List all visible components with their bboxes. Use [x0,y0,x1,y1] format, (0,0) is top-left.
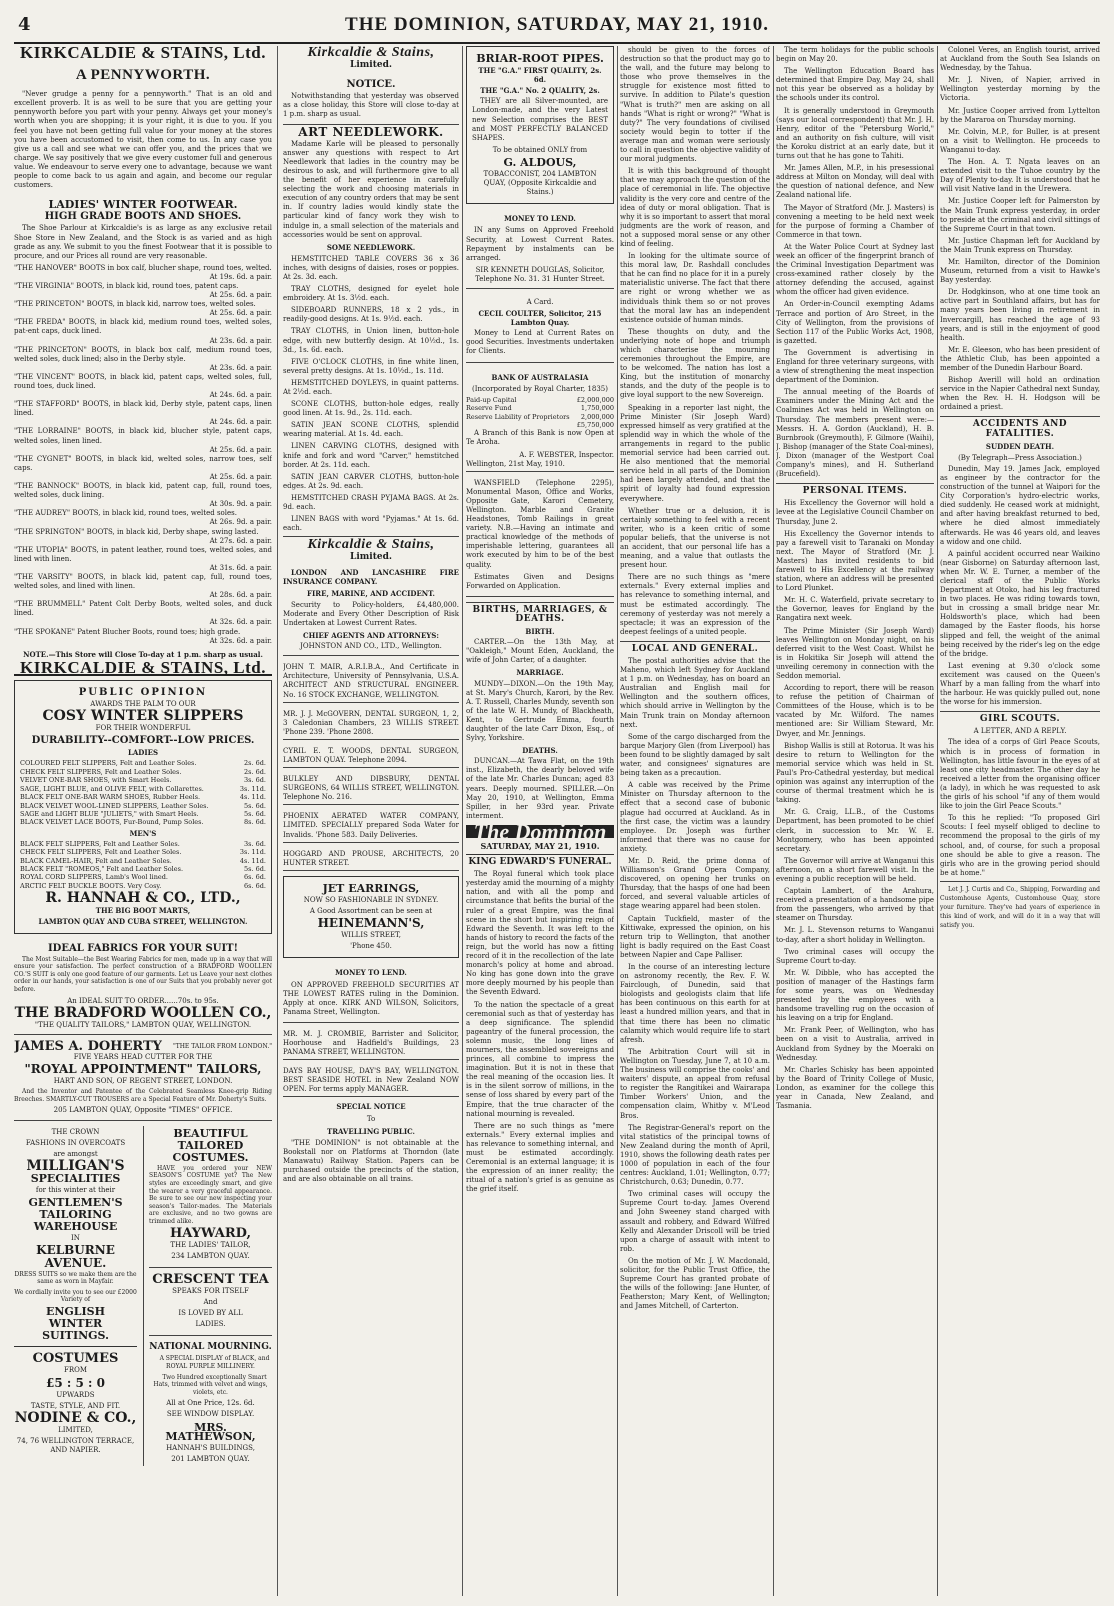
news-item: Dunedin, May 19. James Jack, employed as engineer by the contractor for the construction of the tunnel at Waipori for the City Corporation's hydro-electric works, died suddenly. He ceased work at midnight, and after having breakfast returned to bed, where he died almost immediately afterwards. He was 46 years old, and leaves a widow and one child. [940,464,1100,546]
coulter-card: A Card. CECIL COULTER, Solicitor, 215 Lambton Quay. Money to Lend at Current Rates on good Securities. Investments undertaken for Clients. [466,294,614,363]
news-item: The postal authorities advise that the Maheno, which left Sydney for Auckland at 1 p.m. on Wednesday, has on board an Australian and English mail for Wellington and the southern offices, which should arrive in Wellington by the Main Trunk train on Monday afternoon next. [620,657,770,729]
personal-items-title: PERSONAL ITEMS. [776,483,934,496]
news-item: Captain Tuckfield, master of the Kittiwake, expressed the opinion, on his return trip to Wellington, that another light is badly required on the East Coast between Napier and Cape Palliser. [620,914,770,959]
list-item: VELVET ONE-BAR SHOES, with Smart Heels. 3s. 6d. [20,776,266,785]
pennyworth-body: "Never grudge a penny for a pennyworth." That is an old and excellent proverb. It is as well to be sure that you are getting your pennyworth before you part with your penny. Always get your money's worth when you are shopping; it is your right, it is due to you. If you feel you have not been getting full value for your money at the stores you have been accustomed to visit, then come to us. In any case you give us a call and see what we can offer you, and the prices that we charge. We say positively that we give every customer full and generous value. We endeavour to serve every one to advantage, because we want people to come back to us again and again, and become our regular customers. [14,90,272,190]
news-item: The term holidays for the public schools begin on May 20. [776,46,934,64]
money-advert: MONEY TO LEND. ON APPROVED FREEHOLD SECURITIES AT THE LOWEST RATES ruling in the Dominion. Apply at once. KIRK AND WILSON, Solicitors, Panama Street, Wellington. [283,963,459,1022]
list-item: TRAY CLOTHS, designed for eyelet hole embroidery. At 1s. 3½d. each. [283,285,459,303]
list-item: "THE CYGNET" BOOTS, in black kid, welted soles, narrow toes, self caps. At 25s. 6d. a pair. [14,454,272,481]
bradford-advert: IDEAL FABRICS FOR YOUR SUIT! The Most Suitable—the Best Wearing Fabrics for men, made up in a way that will ensure your satisfaction. The perfect construction of a BRADFORD WOOLLEN CO.'S SUIT is only one good feature of our garments. Let us Leave your next clothes order in our hands, your satisfaction is one of our Suits that you probably never got before. An IDEAL SUIT TO ORDER......70s. to 95s. THE BRADFORD WOOLLEN CO., "THE QUALITY TAILORS," LAMBTON QUAY, WELLINGTON. [14,939,272,1035]
list-item: "THE HANOVER" BOOTS in box calf, blucher shape, round toes, welted. At 19s. 6d. a pair. [14,263,272,281]
list-item: SIDEBOARD RUNNERS, 18 x 2 yds., in readily-good designs. At 1s. 9½d. each. [283,306,459,324]
list-item: "THE VINCENT" BOOTS, in black kid, patent caps, welted soles, full, round toes, duck lined. At 24s. 6d. a pair. [14,372,272,400]
lower-adverts [14,1126,272,1466]
list-item: CHECK FELT SLIPPERS, Felt and Leather Soles. 2s. 6d. [20,767,266,776]
news-item: Dr. Hodgkinson, who at one time took an active part in Southland affairs, but has for many years been living in retirement in Invercargill, has reached the age of 93 years, and is still in the enjoyment of good health. [940,288,1100,342]
article-paragraph: should be given to the forces of destruction so that the product may go to the wall, and the future may belong to those who prove themselves in the struggle for existence most fitted to survive. In addition to Pilate's question "What is truth?" men are asking on all hands "What is right or wrong?" "What is duty?" The very foundations of civilised society would begin to totter if the average man and woman were seriously to call in question the objective validity of our moral judgments. [620,46,770,164]
news-item: The Governor will arrive at Wanganui this afternoon, on a short farewell visit. In the evening a public reception will be held. [776,856,934,883]
money-advert: MONEY TO LEND. IN any Sums on Approved Freehold Security, at Lowest Current Rates. Repayment by instalments can be arranged. SIR KENNETH DOUGLAS, Solicitor, Telephone No. 31. 31 Hunter Street. [466,209,614,289]
business-card: MR. J. J. McGOVERN, DENTAL SURGEON, 1, 2, 3 Caledonian Chambers, 23 WILLIS STREET. 'Phone 239. 'Phone 2808. [283,708,459,740]
news-item: The idea of a corps of Girl Peace Scouts, which is in process of formation in Wellington, has little favour in the eyes of at least one city headmaster. The other day he received a letter from the organising officer (a lady), in which he was requested to ask the girls of his school "if any of them would like to join the Girl Peace Scouts." [940,738,1100,811]
news-item: A cable was received by the Prime Minister on Thursday afternoon to the effect that a second case of bubonic plague had occurred at Auckland. As in the first case, the victim was a laundry employee. Dr. Joseph was further informed that there was no cause for anxiety. [620,781,770,853]
list-item: LINEN CARVING CLOTHS, designed with knife and fork and word "Carver," hemstitched border. At 2s. 11d. each. [283,442,459,469]
news-item: Bishop Wallis is still at Rotorua. It was his desire to return to Wellington for the memorial service which was held in St. Paul's Pro-Cathedral yesterday, but medical opinion was against any interruption of the course of thermal treatment which he is taking. [776,741,934,805]
notice-title: NOTICE. [346,79,396,91]
news-item: Colonel Veres, an English tourist, arrived at Auckland from the South Sea Islands on Wednesday, by the Tahua. [940,46,1100,73]
page-number: 4 [18,14,31,35]
doherty-advert: JAMES A. DOHERTY "THE TAILOR FROM LONDON." FIVE YEARS HEAD CUTTER FOR THE "ROYAL APPOINTMENT" TAILORS, HART AND SON, OF REGENT STREET, LONDON. And the Inventor and Patentee of the Celebrated Seamless Knee-grip Riding Breeches. SMARTLY-CUT TROUSERS are a Special Feature of Mr. Doherty's Suits. 205 LAMBTON QUAY, Opposite "TIMES" OFFICE. [14,1040,272,1121]
news-item: Mr. James Allen, M.P., in his presessional address at Milton on Monday, will deal with the question of national defence, and New Zealand national life. [776,164,934,200]
list-item: BLACK FELT "ROMEOS," Felt and Leather Soles. 5s. 6d. [20,865,266,874]
list-item: BLACK VELVET WOOL-LINED SLIPPERS, Leather Soles. 5s. 6d. [20,801,266,810]
list-item: "THE BANNOCK" BOOTS, in black kid, patent cap, full, round toes, welted soles, duck lining. At 30s. 9d. a pair. [14,482,272,509]
column-2: Kirkcaldie & Stains, Limited. NOTICE. Notwithstanding that yesterday was observed as a close holiday, this Store will close to-day at 1 p.m. sharp as usual. ART NEEDLEWORK. Madame Karle will be pleased to personally answer any questions with respect to Art Needlework that ladies in the country may be desirous to ask, and will furthermore give to all the benefit of her experience in carefully selecting the work and choosing materials in execution of any country orders that may be sent in. If country ladies would kindly state the particular kind of fancy work they wish to indulge in, a small selection of the materials and accessories would be sent on approval. SOME NEEDLEWORK. HEMSTITCHED TABLE COVERS 36 x 36 inches, with designs of daisies, roses or poppies. At 2s. 3d. each. TRAY CLOTHS, designed for eyelet hole embroidery. At 1s. 3½d. each. SIDEBOARD RUNNERS, 18 x 2 yds., in readily-good designs. At 1s. 9½d. each. TRAY CLOTHS, in Union linen, button-hole edge, with new butterfly design. At 10½d., 1s. 3d., 1s. 6d. each. FIVE O'CLOCK CLOTHS, in fine white linen, several pretty designs. At 1s. 10½d., 1s. 11d. HEMSTITCHED DOYLEYS, in quaint patterns. At 2½d. each. SCONE CLOTHS, button-hole edges, really good linen. At 1s. 9d., 2s. 11d. each. SATIN JEAN SCONE CLOTHS, splendid wearing material. At 1s. 4d. each. LINEN CARVING CLOTHS, designed with knife and fork and word "Carver," hemstitched border. At 2s. 11d. each. SATIN JEAN CARVER CLOTHS, button-hole edges. At 2s. 9d. each. HEMSTITCHED CRASH PYJAMA BAGS. At 2s. 9d. each. LINEN BAGS with word "Pyjamas." At 1s. 6d. each. Kirkcaldie & Stains, Limited. LONDON AND LANCASHIRE FIRE INSURANCE COMPANY. FIRE, MARINE, AND ACCIDENT. Security to Policy-holders, £4,480,000. Moderate and Every Other Description of Risk Undertaken at Lowest Current Rates. CHIEF AGENTS AND ATTORNEYS: JOHNSTON AND CO., LTD., Wellington. JOHN T. MAIR, A.R.I.B.A., And Certificate in Architecture, University of Pennsylvania, U.S.A. ARCHITECT AND STRUCTURAL ENGINEER. No. 16 STOCK EXCHANGE, WELLINGTON. MR. J. J. McGOVERN, DENTAL SURGEON, 1, 2, 3 Caledonian Chambers, 23 WILLIS STREET. 'Phone 239. 'Phone 2808. CYRIL E. T. WOODS, DENTAL SURGEON, LAMBTON QUAY. Telephone 2094. BULKLEY AND DIBSBURY, DENTAL SURGEONS, 64 WILLIS STREET, WELLINGTON. Telephone No. 216. PHOENIX AERATED WATER COMPANY, LIMITED. SPECIALLY prepared Soda Water for Invalids. 'Phone 583. Daily Deliveries. HOGGARD AND PROUSE, ARCHITECTS, 20 HUNTER STREET. JET EARRINGS, NOW SO FASHIONABLE IN SYDNEY. A Good Assortment can be seen at HEINEMANN'S, WILLIS STREET, 'Phone 450. MONEY TO LEND. ON APPROVED FREEHOLD SECURITIES AT THE LOWEST RATES ruling in the Dominion. Apply at once. KIRK AND WILSON, Solicitors, Panama Street, Wellington. MR. M. J. CROMBIE, Barrister and Solicitor, Hoorhouse and Hadfield's Buildings, 23 PANAMA STREET, WELLINGTON. DAYS BAY HOUSE, DAY'S BAY, WELLINGTON. BEST SEASIDE HOTEL in New Zealand NOW OPEN. For terms apply MANAGER. SPECIAL NOTICE To TRAVELLING PUBLIC. "THE DOMINION" is not obtainable at the Bookstall nor on Platforms at Thorndon (late Manawatu) Railway Station. Papers can be purchased outside the precincts of the station, and are also obtainable on all trains. [283,46,459,1184]
news-item: A painful accident occurred near Waikino (near Gisborne) on Saturday afternoon last, when Mr. W. E. Turner, a member of the clerical staff of the Public Works Department at Otoko, had his leg fractured in two places. He was riding towards town, but in crossing a small bridge near Mr. Holdsworth's place, which had been damaged by the Easter floods, his horse slipped and fell, the weight of the animal being received by the rider's leg on the edge of the bridge. [940,549,1100,658]
list-item: BLACK FELT SLIPPERS, Felt and Leather Soles. 3s. 6d. [20,839,266,848]
accidents-title: ACCIDENTS AND FATALITIES. [940,416,1100,438]
list-item: HEMSTITCHED TABLE COVERS 36 x 36 inches, with designs of daisies, roses or poppies. At 2s. 3d. each. [283,254,459,281]
article-paragraph: There are no such things as "mere externals." Every external implies and has relevance to something internal, and must be estimated accordingly. Ceremonial is an external language; it is the expression of an inner reality; the ritual of a nation's grief is as genuine as the grief itself. [466,1121,614,1194]
list-item: SATIN JEAN CARVER CLOTHS, button-hole edges. At 2s. 9d. each. [283,472,459,490]
column-6: Colonel Veres, an English tourist, arrived at Auckland from the South Sea Islands on Wednesday, by the Tahua. Mr. J. Niven, of Napier, arrived in Wellington yesterday morning by the Victoria. Mr. Justice Cooper arrived from Lyttelton by the Mararoa on Thursday morning. Mr. Colvin, M.P., for Buller, is at present on a visit to Wellington. He proceeds to Wanganui to-day. The Hon. A. T. Ngata leaves on an extended visit to the Tuhoe country by the Day of Plenty to-day. It is understood that he will visit Native land in the Urewera. Mr. Justice Cooper left for Palmerston by the Main Trunk express yesterday, in order to preside at the criminal and civil sittings of the Supreme Court in that town. Mr. Justice Chapman left for Auckland by the Main Trunk express on Thursday. Mr. Hamilton, director of the Dominion Museum, returned from a visit to Hawke's Bay yesterday. Dr. Hodgkinson, who at one time took an active part in Southland affairs, but has for many years been living in retirement in Invercargill, has reached the age of 93 years, and is still in the enjoyment of good health. Mr. E. Gleeson, who has been president of the Athletic Club, has been appointed a member of the Dunedin Harbour Board. Bishop Averill will hold an ordination service in the Napier Cathedral next Sunday, when the Rev. H. H. Hodgson will be ordained a priest. ACCIDENTS AND FATALITIES. SUDDEN DEATH. (By Telegraph—Press Association.) Dunedin, May 19. James Jack, employed as engineer by the contractor for the construction of the tunnel at Waipori for the City Corporation's hydro-electric works, died suddenly. He ceased work at midnight, and after having breakfast returned to bed, where he died almost immediately afterwards. He was 46 years old, and leaves a widow and one child. A painful accident occurred near Waikino (near Gisborne) on Saturday afternoon last, when Mr. W. E. Turner, a member of the clerical staff of the Public Works Department at Otoko, had his leg fractured in two places. He was riding towards town, but in crossing a small bridge near Mr. Holdsworth's place, which had been damaged by the Easter floods, his horse slipped and fell, the weight of the animal being received by the rider's leg on the edge of the bridge. Last evening at 9.30 o'clock some excitement was caused on the Queen's Wharf by a man falling from the wharf into the harbour. He was quickly pulled out, none the worse for his immersion. GIRL SCOUTS. A LETTER, AND A REPLY. The idea of a corps of Girl Peace Scouts, which is in process of formation in Wellington, has little favour in the eyes of at least one city headmaster. The other day he received a letter from the organising officer (a lady), in which he was requested to ask the girls of his school "if any of them would like to join the Girl Peace Scouts." To this he replied: "To proposed Girl Scouts: I feel myself obliged to decline to recommend the proposal to the girls of my school, and, of course, for such a proposal one should be able to give a reason. The girls who are in the growing period should be at home." Let J. J. Curtis and Co., Shipping, Forwarding and Customhouse Agents, Customhouse Quay, store your furniture. They've had years of experience in this kind of work, and will do it in a way that will satisfy you. [940,46,1100,930]
bmd-title: BIRTHS, MARRIAGES, & DEATHS. [466,602,614,624]
news-item: At the Water Police Court at Sydney last week an officer of the fingerprint branch of the Criminal Investigation Department was cross-examined rather closely by the attorney defending the accused, against whom the officer had given evidence. [776,242,934,297]
mason-advert: WANSFIELD (Telephone 2295), Monumental Mason, Office and Works, Opposite Gate, Karori Cemetery, Wellington. Marble and Granite Headstones, Tomb Railings in great variety. N.B.—Having an intimate and practical knowledge of the methods of imperishable lettering, guarantees all work executed by him to be of the best quality. Estimates Given and Designs Forwarded on Application. [466,477,614,597]
news-item: The Prime Minister (Sir Joseph Ward) leaves Wellington on Monday night, on his deferred visit to the West Coast. Whilst he is in Hokitika Sir Joseph will attend the unveiling ceremony in connection with the Seddon memorial. [776,626,934,680]
art-needlework-title: ART NEEDLEWORK. [283,124,459,137]
news-item: Mr. D. Reid, the prime donna of Williamson's Grand Opera Company, discovered, on opening her trunks on Thursday, that the hasps of one had been forced, and several valuable articles of stage wearing apparel had been stolen. [620,856,770,911]
news-item: It is generally understood in Greymouth (says our local correspondent) that Mr. J. H. Henry, editor of the "Petersburg World," and an authority on fish culture, will visit the Koroku district at an early date, but it turns out that he has gone to Tahiti. [776,106,934,161]
list-item: "THE BRUMMELL" Patent Colt Derby Boots, welted soles, and duck lined. At 32s. 6d. a pair. [14,600,272,627]
slipper-advert: PUBLIC OPINION AWARDS THE PALM TO OUR COSY WINTER SLIPPERS FOR THEIR WONDERFUL DURABILITY--COMFORT--LOW PRICES. LADIES COLOURED FELT SLIPPERS, Felt and Leather Soles. 2s. 6d. CHECK FELT SLIPPERS, Felt and Leather Soles. 2s. 6d. VELVET ONE-BAR SHOES, with Smart Heels. 3s. 6d. SAGE, LIGHT BLUE, and OLIVE FELT, with Collarettes. 3s. 11d. BLACK FELT ONE-BAR WARM SHOES, Rubber Heels. 4s. 11d. BLACK VELVET WOOL-LINED SLIPPERS, Leather Soles. 5s. 6d. SAGE and LIGHT BLUE "JULIETS," with Smart Heels. 5s. 6d. BLACK VELVET LACE BOOTS, Fur-Bound, Pump Soles. 8s. 6d. MEN'S BLACK FELT SLIPPERS, Felt and Leather Soles. 3s. 6d. CHECK FELT SLIPPERS, Felt and Leather Soles. 3s. 11d. BLACK CAMEL-HAIR, Felt and Leather Soles. 4s. 11d. BLACK FELT "ROMEOS," Felt and Leather Soles. 5s. 6d. ROYAL CORD SLIPPERS, Lamb's Wool lined. 6s. 6d. ARCTIC FELT BUCKLE BOOTS. Very Cosy. 6s. 6d. R. HANNAH & CO., LTD., THE BIG BOOT MARTS, LAMBTON QUAY AND CUBA STREET, WELLINGTON. [14,680,272,934]
news-item: Mr. Frank Peer, of Wellington, who has been on a visit to Australia, arrived in Auckland from Sydney by the Moeraki on Wednesday. [776,1026,934,1062]
column-rule [773,46,774,1596]
news-item: Mr. Colvin, M.P., for Buller, is at present on a visit to Wellington. He proceeds to Wanganui to-day. [940,127,1100,154]
dominion-logo: The Dominion [466,825,614,838]
column-4 [620,46,770,1596]
editorial-dateline: SATURDAY, MAY 21, 1910. [466,842,614,855]
kirkcaldie-heading: Kirkcaldie & Stains, [283,536,459,549]
list-item: "THE VARSITY" BOOTS, in black kid, patent cap, full, round toes, welted soles, and lined with linen. At 28s. 6d. a pair. [14,572,272,600]
news-item: According to report, there will be reason to refuse the petition of Chairman of Committees of the House, which is to be vacated by Mr. Wilford. The names mentioned are: Sir William Steward, Mr. Dwyer, and Mr. Jennings. [776,684,934,738]
funeral-title: KING EDWARD'S FUNERAL. [468,857,612,868]
column-1 [14,46,272,1596]
list-item: LINEN BAGS with word "Pyjamas." At 1s. 6d. each. [283,515,459,533]
article-paragraph: Speaking in a reporter last night, the Prime Minister (Sir Joseph Ward) expressed himself as very gratified at the splendid way in which the whole of the arrangements in regard to the public memorial service had been carried out. He also mentioned that the memorial service held in all parts of the Dominion had been largely attended, and that the spirit of loyalty had found expression everywhere. [620,403,770,503]
news-item: Two criminal cases will occupy the Supreme Court to-day. [776,947,934,965]
birth-notice: CARTER.—On the 13th May, at "Oakleigh," Mount Eden, Auckland, the wife of John Carter, of a daughter. [466,638,614,665]
kirkcaldie-heading: KIRKCALDIE & STAINS, Ltd. [20,46,266,62]
sudden-death-title: SUDDEN DEATH. [985,441,1055,451]
article-paragraph: The Royal funeral which took place yesterday amid the mourning of a mighty nation, and with all the pomp and circumstance that befits the burial of the ruler of a great Empire, was the final scene in the short but inspiring reign of Edward the Seventh. It was left to the hands of history to record the facts of the reign, but the world has now a fitting record of it in the recollection of the late monarch's policy at home and abroad. No king has gone down into the grave more deeply mourned by his people than the Seventh Edward. [466,870,614,997]
news-item: Mr. Justice Cooper arrived from Lyttelton by the Mararoa on Thursday morning. [940,106,1100,124]
death-notice: DUNCAN.—At Tawa Flat, on the 19th inst., Elizabeth, the dearly beloved wife of the late Mr. Charles Duncan; aged 83 years. Deeply mourned. SPILLER.—On May 20, 1910, at Wellington, Emma Spiller, in her 93rd year. Private interment. [466,757,614,820]
briar-pipes-advert: BRIAR-ROOT PIPES. THE "G.A." FIRST QUALITY, 2s. 6d. THE "G.A." No. 2 QUALITY, 2s. THEY are all Silver-mounted, are London-made, and the very Latest new Selection comprises the BEST and MOST PERFECTLY BALANCED SHAPES. To be obtained ONLY from G. ALDOUS, TOBACCONIST, 204 LAMBTON QUAY, (Opposite Kirkcaldie and Stains.) [466,46,614,204]
mourning-advert: NATIONAL MOURNING. A SPECIAL DISPLAY of BLACK, and ROYAL PURPLE MILLINERY. Two Hundred exceptionally Smart Hats, trimmed with velvet and wings, violets, etc. All at One Price, 12s. 6d. SEE WINDOW DISPLAY. MRS. MATHEWSON, HANNAH'S BUILDINGS, 201 LAMBTON QUAY. [149,1342,272,1463]
milligan-advert: THE CROWN FASHIONS IN OVERCOATS are amongst MILLIGAN'S SPECIALITIES for this winter at their GENTLEMEN'S TAILORING WAREHOUSE IN KELBURNE AVENUE. DRESS SUITS so we make them are the same as worn in Mayfair. We cordially invite you to see our £2000 Variety of ENGLISH WINTER SUITINGS. COSTUMES FROM £5 : 5 : 0 UPWARDS TASTE, STYLE, AND FIT. NODINE & CO., LIMITED, 74, 76 WELLINGTON TERRACE, AND NAPIER. [14,1127,137,1455]
news-item: The Registrar-General's report on the vital statistics of the principal towns of New Zealand during the month of April, 1910, shows the following death rates per 1000 of population in each of the four centres: Auckland, 1.01; Wellington, 0.77; Christchurch, 0.63; Dunedin, 0.77. [620,1123,770,1187]
girl-scouts-title: GIRL SCOUTS. [940,711,1100,724]
list-item: ROYAL CORD SLIPPERS, Lamb's Wool lined. 6s. 6d. [20,873,266,882]
list-item: FIVE O'CLOCK CLOTHS, in fine white linen, several pretty designs. At 1s. 10½d., 1s. 11d. [283,357,459,375]
list-item: "THE VIRGINIA" BOOTS, in black kid, round toes, patent caps. At 25s. 6d. a pair. [14,281,272,300]
shipping-notice: Let J. J. Curtis and Co., Shipping, Forwarding and Customhouse Agents, Customhouse Quay, store your furniture. They've had years of experience in this kind of work, and will do it in a way that will satisfy you. [940,881,1100,930]
pennyworth-title: A PENNYWORTH. [75,67,211,84]
shoe-list [14,264,272,646]
column-rule [277,46,278,1596]
marriage-notice: MUNDY—DIXON.—On the 19th May, at St. Mary's Church, Karori, by the Rev. A. T. Russell, Charles Mundy, seventh son of the late W. H. Mundy, of Blackheath, Kent, to Gertrude Emma, fourth daughter of the late Carr Dixon, Esq., of Sylvy, Yorkshire. [466,679,614,743]
news-item: Last evening at 9.30 o'clock some excitement was caused on the Queen's Wharf by a man falling from the wharf into the harbour. He was quickly pulled out, none the worse for his immersion. [940,661,1100,707]
business-card: CYRIL E. T. WOODS, DENTAL SURGEON, LAMBTON QUAY. Telephone 2094. [283,745,459,768]
local-general-title: LOCAL AND GENERAL. [620,641,770,654]
table-row: Reserve Liability of Proprietors 2,000,000 [466,412,614,421]
news-item: Mr. J. L. Stevenson returns to Wanganui to-day, after a short holiday in Wellington. [776,926,934,944]
list-item: "THE LORRAINE" BOOTS, in black kid, blucher style, patent caps, welted soles, linen lined. At 25s. 6d. a pair. [14,427,272,454]
list-item: SATIN JEAN SCONE CLOTHS, splendid wearing material. At 1s. 4d. each. [283,421,459,439]
list-item: TRAY CLOTHS, in Union linen, button-hole edge, with new butterfly design. At 10½d., 1s. 3d., 1s. 6d. each. [283,327,459,354]
column-rule [937,46,938,1596]
news-item: An Order-in-Council exempting Adams Terrace and portion of Aro Street, in the City of Wellington, from the provisions of Section 117 of the Public Works Act, 1908, is gazetted. [776,300,934,345]
news-item: On the motion of Mr. J. W. Macdonald, solicitor, for the Public Trust Office, the Supreme Court has granted probate of the wills of the following: Jane Hunter, of Featherston; Mary Kent, of Wellington; and James Mitchell, of Carterton. [620,1256,770,1311]
news-item: The Government is advertising in England for three veterinary surgeons, with a view of strengthening the meat inspection department of the Dominion. [776,348,934,385]
news-item: Mr. J. Niven, of Napier, arrived in Wellington yesterday morning by the Victoria. [940,76,1100,103]
list-item: SAGE, LIGHT BLUE, and OLIVE FELT, with Collarettes. 3s. 11d. [20,784,266,793]
list-item: CHECK FELT SLIPPERS, Felt and Leather Soles. 3s. 11d. [20,848,266,857]
business-card: PHOENIX AERATED WATER COMPANY, LIMITED. SPECIALLY prepared Soda Water for Invalids. 'Phone 583. Daily Deliveries. [283,810,459,842]
crescent-tea-advert: CRESCENT TEA SPEAKS FOR ITSELF And IS LOVED BY ALL LADIES. [149,1268,272,1336]
column-3: BRIAR-ROOT PIPES. THE "G.A." FIRST QUALITY, 2s. 6d. THE "G.A." No. 2 QUALITY, 2s. THEY are all Silver-mounted, are London-made, and the very Latest new Selection comprises the BEST and MOST PERFECTLY BALANCED SHAPES. To be obtained ONLY from G. ALDOUS, TOBACCONIST, 204 LAMBTON QUAY, (Opposite Kirkcaldie and Stains.) MONEY TO LEND. IN any Sums on Approved Freehold Security, at Lowest Current Rates. Repayment by instalments can be arranged. SIR KENNETH DOUGLAS, Solicitor, Telephone No. 31. 31 Hunter Street. A Card. CECIL COULTER, Solicitor, 215 Lambton Quay. Money to Lend at Current Rates on good Securities. Investments undertaken for Clients. BANK OF AUSTRALASIA (Incorporated by Royal Charter, 1835) Paid-up Capital £2,000,000 Reserve Fund 1,750,000 Reserve Liability of Proprietors 2,000,000 £5,750,000 A Branch of this Bank is now Open at Te Aroha. A. F. WEBSTER, Inspector. Wellington, 21st May, 1910. WANSFIELD (Telephone 2295), Monumental Mason, Office and Works, Opposite Gate, Karori Cemetery, Wellington. Marble and Granite Headstones, Tomb Railings in great variety. N.B.—Having an intimate and practical knowledge of the methods of imperishable lettering, guarantees all work executed by him to be of the best quality. Estimates Given and Designs Forwarded on Application. BIRTHS, MARRIAGES, & DEATHS. BIRTH. CARTER.—On the 13th May, at "Oakleigh," Mount Eden, Auckland, the wife of John Carter, of a daughter. MARRIAGE. MUNDY—DIXON.—On the 19th May, at St. Mary's Church, Karori, by the Rev. A. T. Russell, Charles Mundy, seventh son of the late W. H. Mundy, of Blackheath, Kent, to Gertrude Emma, fourth daughter of the late Carr Dixon, Esq., of Sylvy, Yorkshire. DEATHS. DUNCAN.—At Tawa Flat, on the 19th inst., Elizabeth, the dearly beloved wife of the late Mr. Charles Duncan; aged 83 years. Deeply mourned. SPILLER.—On May 20, 1910, at Wellington, Emma Spiller, in her 93rd year. Private interment. The Dominion SATURDAY, MAY 21, 1910. KING EDWARD'S FUNERAL. The Royal funeral which took place yesterday amid the mourning of a mighty nation, and with all the pomp and circumstance that befits the burial of the ruler of a great Empire, was the final scene in the short but inspiring reign of Edward the Seventh. It was left to the hands of history to record the facts of the reign, but the world has now a fitting record of it in the recollection of the late monarch's policy at home and abroad. No king has gone down into the grave more deeply mourned by his people than the Seventh Edward. To the nation the spectacle of a great ceremonial such as that of yesterday has a deep significance. The splendid pageantry of the funeral procession, the solemn music, the long lines of mourners, the assembled sovereigns and princes, all combine to impress the imagination. But it is not in these that the real meaning of the occasion lies. It is in the silent sorrow of millions, in the sense of loss shared by every part of the Empire, that the true character of the national mourning is revealed. There are no such things as "mere externals." Every external implies and has relevance to something internal, and must be estimated accordingly. Ceremonial is an external language; it is the expression of an inner reality; the ritual of a nation's grief is as genuine as the grief itself. [466,46,614,1596]
news-item: Two criminal cases will occupy the Supreme Court to-day. James Overend and John Sweeney stand charged with assault and robbery, and Edward Wilfred Kelly and Alexander Driscoll will be tried upon a charge of assault with intent to rob. [620,1190,770,1253]
column-rule [617,46,618,1596]
list-item: "THE SPRINGTON" BOOTS, in black kid, Derby shape, swing lasted. At 27s. 6d. a pair. [14,527,272,545]
bank-advert: BANK OF AUSTRALASIA (Incorporated by Royal Charter, 1835) Paid-up Capital £2,000,000 Reserve Fund 1,750,000 Reserve Liability of Proprietors 2,000,000 £5,750,000 A Branch of this Bank is now Open at Te Aroha. A. F. WEBSTER, Inspector. Wellington, 21st May, 1910. [466,368,614,472]
news-item: To this he replied: "To proposed Girl Scouts: I feel myself obliged to decline to recommend the proposal to the girls of my school, and, of course, for such a proposal one should be able to give a reason. The girls who are in the growing period should be at home." [940,814,1100,877]
list-item: "THE FREDA" BOOTS, in black kid, medium round toes, welted soles, pat-ent caps, duck lined. At 23s. 6d. a pair. [14,318,272,345]
list-item: "THE SPOKANE" Patent Blucher Boots, round toes; high grade. At 32s. 6d. a pair. [14,627,272,645]
list-item: BLACK VELVET LACE BOOTS, Fur-Bound, Pump Soles. 8s. 6d. [20,818,266,827]
news-item: Some of the cargo discharged from the barque Marjory Glen (from Liverpool) has been found to be slightly damaged by salt water, and consignees' signatures are being taken as a precaution. [620,732,770,778]
news-item: Mr. E. Gleeson, who has been president of the Athletic Club, has been appointed a member of the Dunedin Harbour Board. [940,345,1100,372]
art-needlework-body: Madame Karle will be pleased to personally answer any questions with respect to Art Needlework that ladies in the country may be desirous to ask, and will furthermore give to all the benefit of her experience in carefully selecting the work and choosing materials in execution of any country orders that may be sent in. If country ladies would kindly state the particular kind of fancy work they wish to indulge in, a small selection of the materials and accessories would be sent on approval. [283,139,459,239]
footwear-title: LADIES' WINTER FOOTWEAR. [48,198,238,212]
news-item: Mr. W. Dibble, who has accepted the position of manager of the Hastings farm for some years, was on Wednesday presented by the employees with a handsome travelling rug on the occasion of his leaving on a trip for England. [776,968,934,1023]
table-row: £5,750,000 [576,420,614,429]
business-card: HOGGARD AND PROUSE, ARCHITECTS, 20 HUNTER STREET. [283,848,459,871]
list-item: HEMSTITCHED DOYLEYS, in quaint patterns. At 2½d. each. [283,378,459,396]
news-item: The annual meeting of the Boards of Examiners under the Mining Act and the Coalmines Act was held in Wellington on Thursday. The members present were:—Messrs. H. A. Gordon (Auckland), H. B. Burnbrook (Greymouth), F. Gilmore (Waihi), J. Bishop (manager of the State Coal-mines), J. Dixon (manager of the Westport Coal Company's mines), and H. Sutherland (Brucefield). [776,388,934,479]
table-row: Paid-up Capital £2,000,000 [466,395,614,404]
business-card: JOHN T. MAIR, A.R.I.B.A., And Certificate in Architecture, University of Pennsylvania, U.S.A. ARCHITECT AND STRUCTURAL ENGINEER. No. 16 STOCK EXCHANGE, WELLINGTON. [283,661,459,702]
news-item: Captain Lambert, of the Arahura, received a presentation of a handsome pipe from the passengers, who arrived by that steamer on Thursday. [776,887,934,923]
store-note: NOTE.—This Store will Close To-day at 1 p.m. sharp as usual. [23,649,263,659]
news-item: His Excellency the Governor will hold a levee at the Legislative Council Chamber on Thursday, June 2. [776,499,934,526]
notice-body: Notwithstanding that yesterday was observed as a close holiday, this Store will close to-day at 1 p.m. sharp as usual. [283,92,459,119]
article-paragraph: To the nation the spectacle of a great ceremonial such as that of yesterday has a deep significance. The splendid pageantry of the funeral procession, the solemn music, the long lines of mourners, the assembled sovereigns and princes, all combine to impress the imagination. But it is not in these that the real meaning of the occasion lies. It is in the silent sorrow of millions, in the sense of loss shared by every part of the Empire, that the true character of the national mourning is revealed. [466,1000,614,1118]
list-item: "THE UTOPIA" BOOTS, in patent leather, round toes, welted soles, and lined with linen. At 31s. 6d. a pair. [14,545,272,572]
nodine-advert: COSTUMES FROM £5 : 5 : 0 UPWARDS TASTE, STYLE, AND FIT. NODINE & CO., LIMITED, 74, 76 WELLINGTON TERRACE, AND NAPIER. [14,1346,137,1455]
article-paragraph: In looking for the ultimate source of this moral law, Dr. Rashdall concludes that he can find no place for it in a purely materialistic universe. The fact that there are right or wrong whether we as individuals think them so or not proves that the moral law has an independent existence outside of human minds. [620,252,770,324]
hayward-advert: BEAUTIFUL TAILORED COSTUMES. HAVE you ordered your NEW SEASON'S COSTUME yet? The New styles are exceedingly smart, and give the wearer a very graceful appearance. Be sure to see our new inspecting your season's Tailor-mades. The Materials are exclusive, and no two gowns are trimmed alike. HAYWARD, THE LADIES' TAILOR, 234 LAMBTON QUAY. [149,1129,272,1268]
news-item: Mr. G. Craig, LL.B., of the Customs Department, has been promoted to be chief clerk, in succession to Mr. W. E. Montgomery, who has been appointed secretary. [776,808,934,853]
news-item: Mr. Justice Cooper left for Palmerston by the Main Trunk express yesterday, in order to preside at the criminal and civil sittings of the Supreme Court in that town. [940,197,1100,233]
article-paragraph: It is with this background of thought that we may approach the question of the place of ceremonial in life. The objective validity is the very core and centre of the idea of duty or moral obligation. That is why it is so important to assert that moral judgments are the work of reason, and not a supposed moral sense or any other kind of feeling. [620,167,770,248]
list-item: "THE PRINCETON" BOOTS, in black kid, narrow toes, welted soles. At 25s. 6d. a pair. [14,300,272,318]
list-item: ARCTIC FELT BUCKLE BOOTS. Very Cosy. 6s. 6d. [20,881,266,890]
news-item: The Mayor of Stratford (Mr. J. Masters) is convening a meeting to be held next week for the purpose of forming a Chamber of Commerce in that town. [776,203,934,239]
news-item: The Wellington Education Board has determined that Empire Day, May 24, shall not this year be observed as a holiday by the schools under its control. [776,67,934,103]
jet-earrings-advert: JET EARRINGS, NOW SO FASHIONABLE IN SYDNEY. A Good Assortment can be seen at HEINEMANN'S, WILLIS STREET, 'Phone 450. [283,876,459,959]
news-item: Bishop Averill will hold an ordination service in the Napier Cathedral next Sunday, when the Rev. H. H. Hodgson will be ordained a priest. [940,376,1100,412]
crombie-card: MR. M. J. CROMBIE, Barrister and Solicitor, Hoorhouse and Hadfield's Buildings, 23 PANAMA STREET, WELLINGTON. [283,1028,459,1060]
list-item: "THE PRINCETON" BOOTS, in black box calf, medium round toes, welted soles, duck lined; also in the Derby style. At 23s. 6d. a pair. [14,345,272,372]
news-item: His Excellency the Governor intends to pay a farewell visit to Taranaki on Monday next. The Mayor of Stratford (Mr. J. Masters) has invited residents to bid farewell to His Excellency at the railway station, where an address will be presented to Lord Plunket. [776,529,934,593]
list-item: "THE STAFFORD" BOOTS, in black kid, Derby style, patent caps, linen lined. At 24s. 6d. a pair. [14,400,272,427]
footwear-subtitle: HIGH GRADE BOOTS AND SHOES. [44,211,242,223]
news-item: Mr. Hamilton, director of the Dominion Museum, returned from a visit to Hawke's Bay yesterday. [940,257,1100,285]
news-item: The Arbitration Court will sit in Wellington on Tuesday, June 7, at 10 a.m. The business will comprise the cooks' and waiters' dispute, an appeal from refusal to register the Rangitikei and Wairarapa Timber Workers' Union, and the compensation claim, Whitby v. M'Leod Bros. [620,1047,770,1120]
newspaper-title: THE DOMINION, SATURDAY, MAY 21, 1910. [345,14,769,35]
special-notice: SPECIAL NOTICE To TRAVELLING PUBLIC. "THE DOMINION" is not obtainable at the Bookstall nor on Platforms at Thorndon (late Manawatu) Railway Station. Papers can be purchased outside the precincts of the station, and are also obtainable on all trains. [283,1102,459,1184]
some-needlework-title: SOME NEEDLEWORK. [326,242,416,252]
list-item: SCONE CLOTHS, button-hole edges, really good linen. At 1s. 9d., 2s. 11d. each. [283,400,459,418]
footwear-body: The Shoe Parlour at Kirkcaldie's is as large as any exclusive retail Shoe Store in New Zealand, and the Stock is as varied and as high grade as any. We submit to you the finest Footwear that it is possible to procure, and our Prices all round are very reasonable. [14,224,272,260]
kirkcaldie-footer: KIRKCALDIE & STAINS, Ltd. [14,663,272,676]
masthead [14,8,1100,44]
list-item: SAGE and LIGHT BLUE "JULIETS," with Smart Heels. 5s. 6d. [20,809,266,818]
kirkcaldie-heading: Kirkcaldie & Stains, [307,46,435,60]
insurance-advert: LONDON AND LANCASHIRE FIRE INSURANCE COMPANY. FIRE, MARINE, AND ACCIDENT. Security to Policy-holders, £4,480,000. Moderate and Every Other Description of Risk Undertaken at Lowest Current Rates. CHIEF AGENTS AND ATTORNEYS: JOHNSTON AND CO., LTD., Wellington. [283,566,459,657]
days-bay-advert: DAYS BAY HOUSE, DAY'S BAY, WELLINGTON. BEST SEASIDE HOTEL in New Zealand NOW OPEN. For terms apply MANAGER. [283,1065,459,1097]
table-row: Reserve Fund 1,750,000 [466,404,614,413]
article-paragraph: These thoughts on duty, and the underlying note of hope and triumph which characterise the mourning ceremonies throughout the Empire, are to be welcomed. The nation has lost a King, but the institution of monarchy stands, and the duty of the people is to give loyal support to the new Sovereign. [620,327,770,400]
article-paragraph: There are no such things as "mere externals." Every external implies and has relevance to something internal, and must be estimated accordingly. The ceremony of yesterday was not merely a spectacle; it was an expression of the deepest feelings of a united people. [620,573,770,636]
news-item: Mr. Justice Chapman left for Auckland by the Main Trunk express on Thursday. [940,236,1100,254]
list-item: BLACK CAMEL-HAIR, Felt and Leather Soles. 4s. 11d. [20,856,266,865]
list-item: BLACK FELT ONE-BAR WARM SHOES, Rubber Heels. 4s. 11d. [20,793,266,802]
business-card: BULKLEY AND DIBSBURY, DENTAL SURGEONS, 64 WILLIS STREET, WELLINGTON. Telephone No. 216. [283,773,459,805]
list-item: COLOURED FELT SLIPPERS, Felt and Leather Soles. 2s. 6d. [20,759,266,768]
column-rule [462,46,463,1596]
column-5 [776,46,934,1596]
list-item: HEMSTITCHED CRASH PYJAMA BAGS. At 2s. 9d. each. [283,493,459,512]
news-item: The Hon. A. T. Ngata leaves on an extended visit to the Tuhoe country by the Day of Plenty to-day. It is understood that he will visit Native land in the Urewera. [940,158,1100,194]
news-item: In the course of an interesting lecture on astronomy recently, the Rev. F. W. Fairclough, of Dunedin, said that biologists and geologists claim that life has been continuous on this earth for at least a hundred million years, and that in that time there has been no climatic calamity which would require life to start afresh. [620,963,770,1044]
article-paragraph: Whether true or a delusion, it is certainly something to feel with a recent writer, who is a keen critic of some popular beliefs, that the universe is not an accident, that our personal life has a meaning, and a value that outlasts the present hour. [620,506,770,570]
list-item: "THE AUDREY" BOOTS, in black kid, round toes, welted soles. At 26s. 9d. a pair. [14,509,272,527]
news-item: Mr. H. C. Waterfield, private secretary to the Governor, leaves for England by the Rangatira next week. [776,596,934,623]
news-item: Mr. Charles Schisky has been appointed by the Board of Trinity College of Music, London, as examiner for the college this year in Canada, New Zealand, and Tasmania. [776,1065,934,1111]
